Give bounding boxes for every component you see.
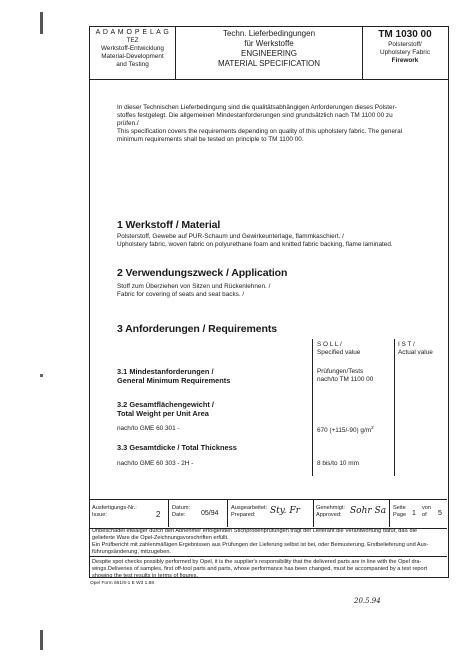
- s31-value-1: Prüfungen/Tests: [317, 368, 364, 375]
- dept-code: TEZ: [126, 37, 139, 44]
- s33-value: 8 bis/to 10 mm: [317, 460, 359, 467]
- of-value: 5: [438, 510, 442, 517]
- company-block: [90, 28, 175, 69]
- notice-de-2: gelieferte Ware die Opel-Zeichnungsvorschriften erfüllt.: [92, 535, 229, 541]
- soll-label: S O L L /: [317, 341, 342, 348]
- notice-en-1: Despite spot checks possibly performed by Opel, it is the supplier's responsibility that the delivered parts are in line with the Opel dra-: [92, 559, 422, 565]
- notice-de-4: führungsänderung, mitzugeben.: [92, 549, 171, 555]
- ist-header: [398, 341, 433, 357]
- notice-en-2: wings.Deliveries of samples, first off-tool parts and parts, whose performance has been changed, must be accompanied by a test report: [92, 566, 428, 572]
- date-label-de: Datum:: [172, 505, 191, 511]
- s33-heading: 3.3 Gesamtdicke / Total Thickness: [117, 443, 237, 452]
- approved-signature: Sohr Sa: [350, 506, 387, 516]
- section1-line2: Upholstery fabric, woven fabric on polyurethane foam and knitted fabric backing, flame laminated.: [117, 241, 393, 248]
- prepared-label-en: Prepared:: [231, 512, 256, 518]
- intro-en-2: minimum requirements shall be tested on principle to TM 1100 00.: [117, 136, 304, 143]
- issue-label-en: Issue:: [92, 512, 107, 518]
- title-en-1: ENGINEERING: [240, 49, 297, 58]
- intro-en-1: This specification covers the requirements depending on quality of this upholstery fabric. The general: [117, 128, 403, 135]
- prepared-label-de: Ausgearbeitet:: [231, 505, 268, 511]
- notice-en-3: showing the test results in terms of figures.: [92, 573, 199, 579]
- soll-label-en: Specified value: [317, 349, 361, 356]
- tm-desc-1: Polsterstoff/: [388, 41, 422, 48]
- col-divider-soll: [312, 339, 313, 476]
- form-number: Opel Form 661/6-1 E W3 1.88: [90, 581, 154, 586]
- approved-cell: [316, 505, 345, 519]
- tm-number: TM 1030 00: [378, 29, 432, 40]
- section3-heading: 3 Anforderungen / Requirements: [117, 323, 277, 335]
- title-block: [176, 29, 362, 69]
- s31-value: [317, 368, 373, 384]
- page-value: 1: [412, 510, 416, 517]
- approved-label-en: Approved:: [316, 512, 342, 518]
- of-cell: [422, 505, 431, 519]
- of-label-en: of: [422, 512, 427, 518]
- title-de-1: Techn. Lieferbedingungen: [222, 29, 316, 38]
- s31-heading-1: 3.1 Mindestanforderungen /: [117, 367, 214, 376]
- issue-label-de: Ausfertigungs-Nr.:: [92, 505, 137, 511]
- notice-de: [92, 528, 444, 556]
- intro-de-3: prüfen./: [117, 120, 139, 127]
- punch-mark-mid: [40, 374, 43, 377]
- company-name: A D A M O P E L A G: [95, 29, 170, 36]
- s32-heading-2: Total Weight per Unit Area: [117, 409, 209, 418]
- prepared-signature: Sty. Fr: [270, 506, 300, 516]
- s33-test: nach/to GME 60 303 - 2H -: [117, 460, 194, 467]
- ist-label-en: Actual value: [398, 349, 433, 356]
- tm-desc-2: Upholstery Fabric: [379, 49, 431, 56]
- handwritten-date: 20.5.94: [354, 597, 381, 605]
- approved-label-de: Genehmigt:: [316, 505, 345, 511]
- issue-cell: [92, 505, 137, 519]
- notice-en: [92, 559, 444, 580]
- intro: [117, 104, 437, 144]
- section1-heading: 1 Werkstoff / Material: [117, 219, 221, 231]
- title-de-2: für Werkstoffe: [244, 39, 294, 48]
- of-label-de: von: [422, 505, 432, 511]
- punch-mark-bottom: [40, 630, 43, 650]
- notice-de-3: Ein Prüfbericht mit zahlenmäßigen Ergebnissen aus Prüfungen der Lieferung selbst ist bei, oder Bemusterung, Erstbelieferung und Aus-: [92, 542, 429, 548]
- intro-de-2: stoffes festgelegt. Die allgemeinen Mindestanforderungen sind grundsätzlich nach TM 1100 00 zu: [117, 112, 393, 119]
- section2-line2: Fabric for covering of seats and seat backs. /: [117, 291, 245, 298]
- s32-heading: [117, 400, 214, 418]
- notice-de-1: Unbeschadet etwaiger durch den Abnehmer erfolgenden Stichprobenprüfungen trägt der Lieferant die Verantwortung dafür, daß die: [92, 528, 417, 534]
- s32-heading-1: 3.2 Gesamtflächengewicht /: [117, 400, 214, 409]
- section1-line1: Polsterstoff, Gewebe auf PUR-Schaum und Gewirkeunterlage, flammkaschiert. /: [117, 233, 344, 240]
- page-label-en: Page: [393, 512, 407, 518]
- dept-name: Werkstoff-Entwicklung: [101, 45, 164, 52]
- section1-body: [117, 233, 442, 249]
- page-cell: [393, 505, 406, 519]
- s32-test: nach/to GME 60 301 -: [117, 425, 180, 432]
- dept-name-en: Material-Development: [101, 53, 164, 60]
- s32-value-sup: 2: [371, 425, 374, 430]
- dept-name-en-2: and Testing: [116, 61, 149, 68]
- prepared-cell: [231, 505, 267, 519]
- section2-body: [117, 283, 437, 299]
- section2-heading: 2 Verwendungszweck / Application: [117, 267, 288, 279]
- s31-heading: [117, 367, 230, 385]
- date-label-en: Date:: [172, 512, 186, 518]
- issue-value: 2: [156, 510, 161, 519]
- ist-label: I S T /: [398, 341, 415, 348]
- title-en-2: MATERIAL SPECIFICATION: [217, 59, 321, 68]
- soll-header: [317, 341, 360, 357]
- s32-value-text: 670 (+115/-90) g/m: [317, 427, 372, 435]
- tm-desc-3: Firework: [391, 57, 419, 64]
- date-value: 05/94: [201, 510, 219, 517]
- date-cell: [172, 505, 190, 519]
- page-label-de: Seite: [393, 505, 406, 511]
- s32-value: [317, 424, 374, 435]
- intro-de-1: In dieser Technischen Lieferbedingung sind die qualitätsabhängigen Anforderungen dieses Polster-: [117, 104, 397, 111]
- col-divider-ist: [394, 339, 395, 476]
- punch-mark-top: [40, 12, 43, 34]
- section2-line1: Stoff zum Überziehen von Sitzen und Rückenlehnen. /: [117, 283, 271, 290]
- s31-heading-2: General Minimum Requirements: [117, 376, 231, 385]
- tm-block: [363, 29, 447, 65]
- s31-value-2: nach/to TM 1100 00: [317, 376, 374, 383]
